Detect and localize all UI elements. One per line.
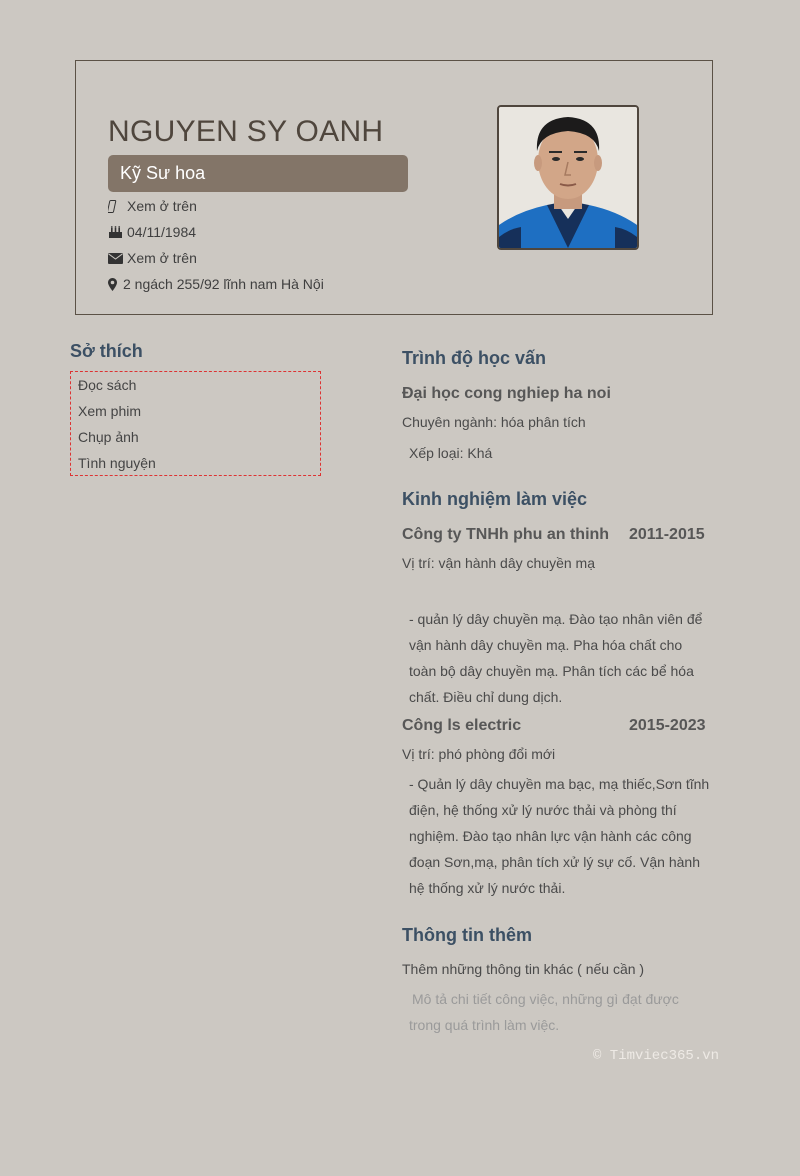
job-description-line: hệ thống xử lý nước thải. bbox=[409, 880, 566, 896]
contact-birthday-text: 04/11/1984 bbox=[127, 224, 197, 240]
job-description bbox=[409, 606, 702, 710]
map-marker-icon bbox=[108, 278, 120, 291]
job-period: 2015-2023 bbox=[629, 717, 706, 734]
extra-info-subtitle: Thêm những thông tin khác ( nếu cần ) bbox=[402, 961, 645, 977]
job-description-line: nghiệm. Đào tạo nhân lực vận hành các công bbox=[409, 828, 692, 844]
contact-email-text: Xem ở trên bbox=[127, 250, 197, 266]
job-description-line: toàn bộ dây chuyền mạ. Phân tích các bể hóa bbox=[409, 663, 694, 679]
education-school: Đại học cong nghiep ha noi bbox=[402, 385, 611, 402]
contact-address-text: 2 ngách 255/92 lĩnh nam Hà Nội bbox=[123, 276, 324, 292]
extra-info-description bbox=[409, 986, 679, 1038]
job-company: Công ls electric bbox=[402, 717, 522, 734]
contact-phone bbox=[108, 198, 197, 214]
contact-phone-text: Xem ở trên bbox=[127, 198, 197, 214]
job-position: Vị trí: phó phòng đổi mới bbox=[402, 746, 556, 762]
education-major: Chuyên ngành: hóa phân tích bbox=[402, 414, 586, 430]
education-grade: Xếp loại: Khá bbox=[409, 445, 493, 461]
hobby-item: Chụp ảnh bbox=[78, 429, 139, 445]
job-company: Công ty TNHh phu an thinh bbox=[402, 526, 610, 543]
birthday-cake-icon bbox=[108, 226, 124, 239]
hobby-item: Tình nguyện bbox=[78, 455, 156, 471]
job-period: 2011-2015 bbox=[629, 526, 705, 543]
header-box bbox=[75, 60, 713, 315]
hobbies-title: Sở thích bbox=[70, 341, 143, 361]
job-description-line: đoạn Sơn,mạ, phân tích xử lý sự cố. Vận hành bbox=[409, 854, 700, 870]
job-description-line: vận hành dây chuyền mạ. Pha hóa chất cho bbox=[409, 637, 683, 653]
job-description-line: điện, hệ thống xử lý nước thải và phòng thí bbox=[409, 802, 677, 818]
job-title-bar: Kỹ Sư hoa bbox=[108, 155, 408, 192]
contact-birthday bbox=[108, 224, 196, 240]
contact-email bbox=[108, 250, 197, 266]
hobbies-list bbox=[70, 371, 321, 476]
extra-info-line: Mô tả chi tiết công việc, những gì đạt được bbox=[412, 991, 679, 1007]
hobby-item: Xem phim bbox=[78, 403, 142, 419]
envelope-icon bbox=[108, 253, 124, 264]
footer-credit: © Timviec365.vn bbox=[593, 1048, 720, 1064]
job-description-line: - Quản lý dây chuyền ma bạc, mạ thiếc,Sơn tĩnh bbox=[409, 776, 710, 792]
candidate-name: NGUYEN SY OANH bbox=[108, 115, 384, 148]
job-description-line: chất. Điều chỉ dung dịch. bbox=[409, 689, 563, 705]
education-title: Trình độ học vấn bbox=[402, 348, 547, 368]
experience-title: Kinh nghiệm làm việc bbox=[402, 489, 588, 509]
hobby-item: Đọc sách bbox=[78, 377, 137, 393]
profile-photo bbox=[497, 105, 639, 250]
extra-info-line: trong quá trình làm việc. bbox=[409, 1017, 560, 1033]
job-description bbox=[409, 771, 709, 901]
job-description-line: - quản lý dây chuyền mạ. Đào tạo nhân viên để bbox=[409, 611, 703, 627]
contact-address bbox=[108, 276, 324, 292]
extra-info-title: Thông tin thêm bbox=[402, 925, 532, 945]
phone-icon bbox=[108, 200, 124, 213]
job-position: Vị trí: vận hành dây chuyền mạ bbox=[402, 555, 595, 571]
